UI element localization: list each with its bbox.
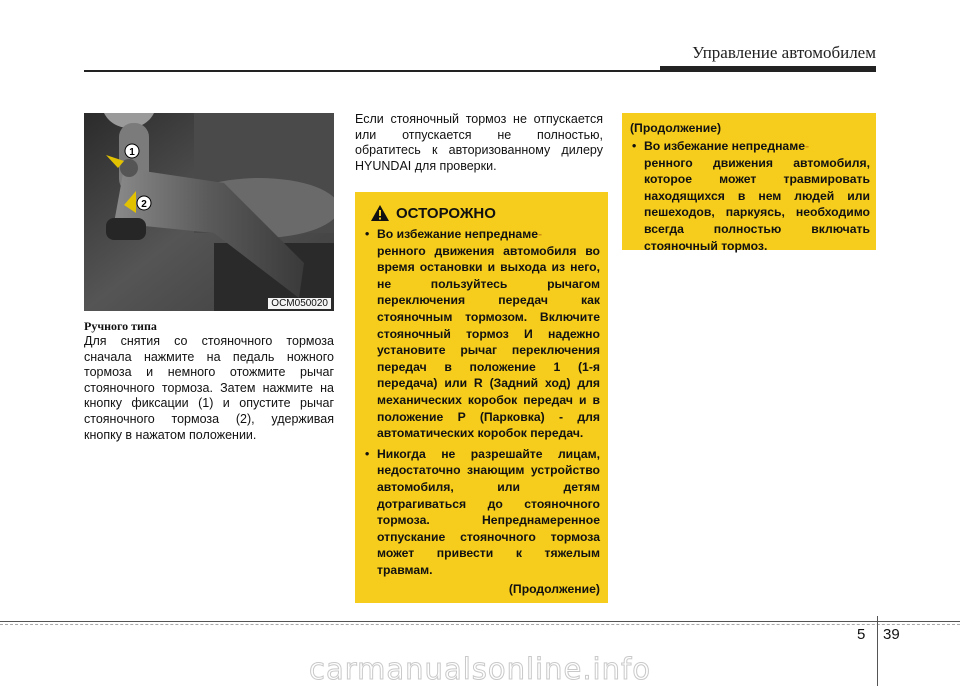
chapter-number: 5 xyxy=(857,626,866,643)
caution-item: • Во избежание непреднаме- ренного движения автомобиля во время остановки и выхода из него, не пользуйтесь рычагом переключения передач как стояночным тормозом. Включите стояночный тормоз И надежно установите рычаг переключения передач в положение 1 (1-я передача) или R (Задний ход) для механических коробок передач и в положение P (Парковка) - для автоматических коробок передач. xyxy=(365,227,600,441)
parking-brake-photo xyxy=(84,113,334,311)
caution-item-text: ренного движения автомобиля во время остановки и выхода из него, не пользуйтесь рычагом переключения передач как стояночным тормозом. Включите стояночный тормоз И надежно установите рычаг переключения передач в положение 1 (1-я передача) или R (Задний ход) для механических коробок передач и в положение P (Парковка) - для автоматических коробок передач. xyxy=(377,243,600,441)
parking-brake-illustration xyxy=(84,113,334,311)
continued-title: (Продолжение) xyxy=(630,121,722,135)
caution-item-text-start: Во избежание непреднаме xyxy=(377,227,539,241)
header-rule-accent xyxy=(660,66,876,72)
release-instructions: Для снятия со стояночного тормоза сначала нажмите на педаль ножного тормоза и немного отожмите рычаг стояночного тормоза. Затем нажмите на кнопку фиксации (1) и опустите рычаг стояночного тормоза (2), удерживая кнопку в нажатом положении. xyxy=(84,334,334,442)
page-number: 39 xyxy=(883,626,900,643)
continued-label: (Продолжение) xyxy=(508,582,600,597)
watermark: carmanualsonline.info xyxy=(309,652,651,686)
header-title: Управление автомобилем xyxy=(692,43,876,62)
footer-dashed-rule xyxy=(0,624,960,625)
caution-box xyxy=(355,192,608,603)
caution-item-text-start: Во избежание непреднаме xyxy=(644,139,806,153)
caution-item-text: ренного движения автомобиля, которое может травмировать находящихся в нем людей или пешеходов, паркуясь, необходимо всегда полностью включать стояночный тормоз. xyxy=(644,155,870,253)
continued-caution-box xyxy=(622,113,876,253)
caution-title: ОСТОРОЖНО xyxy=(396,204,496,222)
svg-text:2: 2 xyxy=(141,199,147,210)
caution-item: • Во избежание непреднаме- ренного движения автомобиля, которое может травмировать находящихся в нем людей или пешеходов, паркуясь, необходимо всегда полностью включать стояночный тормоз. xyxy=(632,139,870,253)
caution-item: • Никогда не разрешайте лицам, недостаточно знающим устройство автомобиля, или детям дотрагиваться до стояночного тормоза. Непреднамеренное отпускание стояночного тормоза может привести к тяжелым травмам. xyxy=(365,446,600,577)
footer-rule xyxy=(0,621,960,622)
caution-item-text: Никогда не разрешайте лицам, недостаточно знающим устройство автомобиля, или детям дотрагиваться до стояночного тормоза. Непреднамеренное отпускание стояночного тормоза может привести к тяжелым травмам. xyxy=(377,446,600,577)
caution-header xyxy=(370,204,600,222)
warning-icon xyxy=(370,204,390,222)
section-caption: Ручного типа xyxy=(84,319,157,333)
photo-code: OCM050020 xyxy=(268,298,331,309)
dealer-check-note: Если стояночный тормоз не отпускается или отпускается не полностью, обратитесь к авторизованному дилеру HYUNDAI для проверки. xyxy=(355,112,603,173)
svg-text:1: 1 xyxy=(129,147,135,158)
